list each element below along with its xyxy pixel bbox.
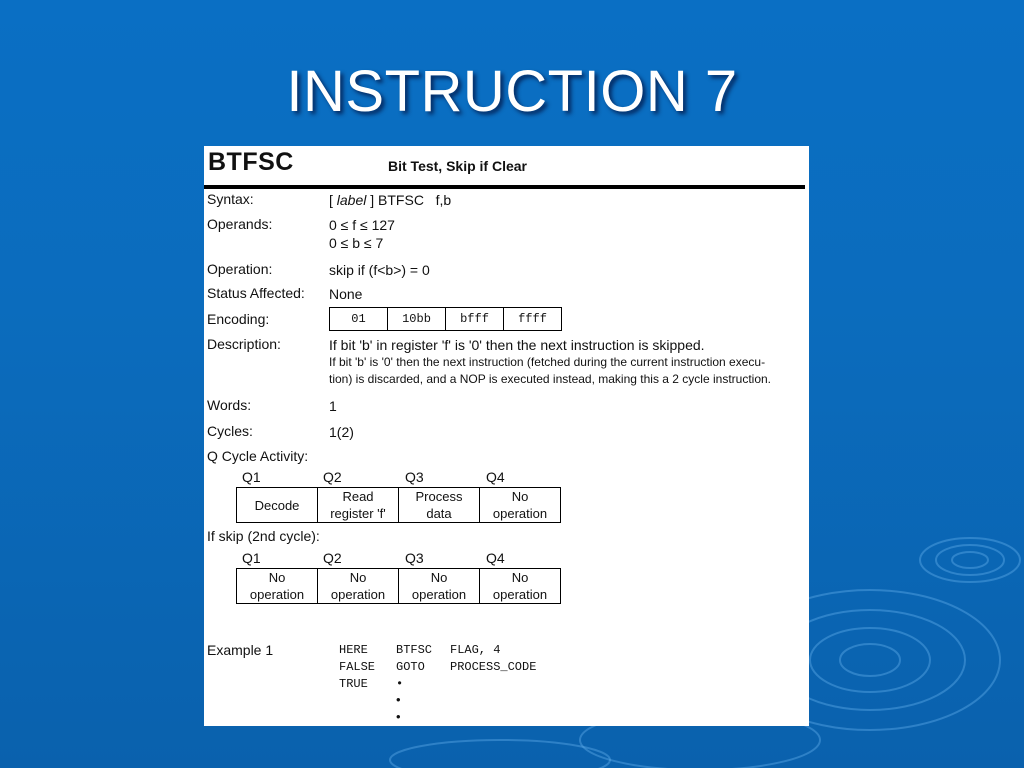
description-line: If bit 'b' is '0' then the next instruction (fetched during the current instruction execu- [329,355,766,369]
q-cell [480,488,561,523]
q-cell-text: operation [249,587,305,602]
q-cell-text: operation [492,506,548,521]
description-line: If bit 'b' in register 'f' is '0' then the next instruction is skipped. [329,337,705,353]
syntax-value: [ label ] BTFSC f,b [329,192,452,208]
description-value [329,336,804,388]
syntax-label: Syntax: [207,191,254,207]
q-cycle-activity-label: Q Cycle Activity: [207,448,309,464]
example-label-col [339,642,375,693]
q-header: Q3 [405,469,424,485]
encoding-field: 01 [330,308,388,331]
q-cycle-table [236,487,561,523]
q-cell [237,488,318,523]
code-opcode: • [396,677,404,691]
instruction-description-title: Bit Test, Skip if Clear [388,158,527,174]
encoding-field: 10bb [388,308,446,331]
q-cell-text: No [511,489,529,504]
instruction-mnemonic: BTFSC [208,148,294,176]
operand-b-range: 0 ≤ b ≤ 7 [329,235,384,251]
q-header: Q1 [242,469,261,485]
q-cell-text: Process [415,489,463,504]
example-opcode-col [396,642,432,693]
operation-value: skip if (f<b>) = 0 [329,262,430,278]
q-header: Q2 [323,469,342,485]
q-cell [399,569,480,604]
cycles-label: Cycles: [207,423,253,439]
operation-label: Operation: [207,261,273,277]
code-label: FALSE [339,660,376,674]
example-label: Example 1 [207,642,274,658]
q-cell [318,569,399,604]
q-cell-text: No [349,570,367,585]
encoding-table [329,307,562,331]
encoding-field: ffff [504,308,562,331]
q-cell-text: No [430,570,448,585]
q-cell [480,569,561,604]
skip-cycle-table [236,568,561,604]
q-cell-text: register 'f' [330,506,386,521]
syntax-mnemonic-operands: BTFSC f,b [378,192,452,208]
words-label: Words: [207,397,252,413]
q-header: Q3 [405,550,424,566]
q-cell-text: No [511,570,529,585]
ellipsis-bullet: • [396,692,401,707]
q-cell-text: operation [492,587,548,602]
q-header: Q1 [242,550,261,566]
q-cell-text: operation [330,587,386,602]
operand-f-range: 0 ≤ f ≤ 127 [329,217,395,233]
q-cell [399,488,480,523]
encoding-field: bfff [446,308,504,331]
q-header: Q4 [486,469,505,485]
description-label: Description: [207,336,281,352]
q-cell [237,569,318,604]
encoding-label: Encoding: [207,311,270,327]
code-label: HERE [339,643,368,657]
cycles-value: 1(2) [329,424,354,440]
ellipsis-bullet: • [396,709,401,724]
operands-value [329,216,395,252]
q-cell-text: Read [342,489,374,504]
status-affected-label: Status Affected: [207,285,305,301]
q-cell-text: data [426,506,452,521]
operands-label: Operands: [207,216,273,232]
code-opcode: GOTO [396,660,425,674]
q-header: Q2 [323,550,342,566]
q-cell-text: operation [411,587,467,602]
q-cell-text: No [268,570,286,585]
status-affected-value: None [329,286,363,302]
slide-title: INSTRUCTION 7 [286,59,738,124]
example-operand-col [450,642,536,676]
code-label: TRUE [339,677,368,691]
instruction-card [204,146,809,726]
code-opcode: BTFSC [396,643,433,657]
q-cell-text: Decode [254,497,300,513]
header-divider [204,185,805,189]
code-operand: PROCESS_CODE [450,660,537,674]
q-cell [318,488,399,523]
description-line: tion) is discarded, and a NOP is executed instead, making this a 2 cycle instruction. [329,372,772,386]
words-value: 1 [329,398,337,414]
if-skip-label: If skip (2nd cycle): [207,528,320,544]
syntax-label-placeholder: label [336,192,367,208]
q-header: Q4 [486,550,505,566]
code-operand: FLAG, 4 [450,643,501,657]
